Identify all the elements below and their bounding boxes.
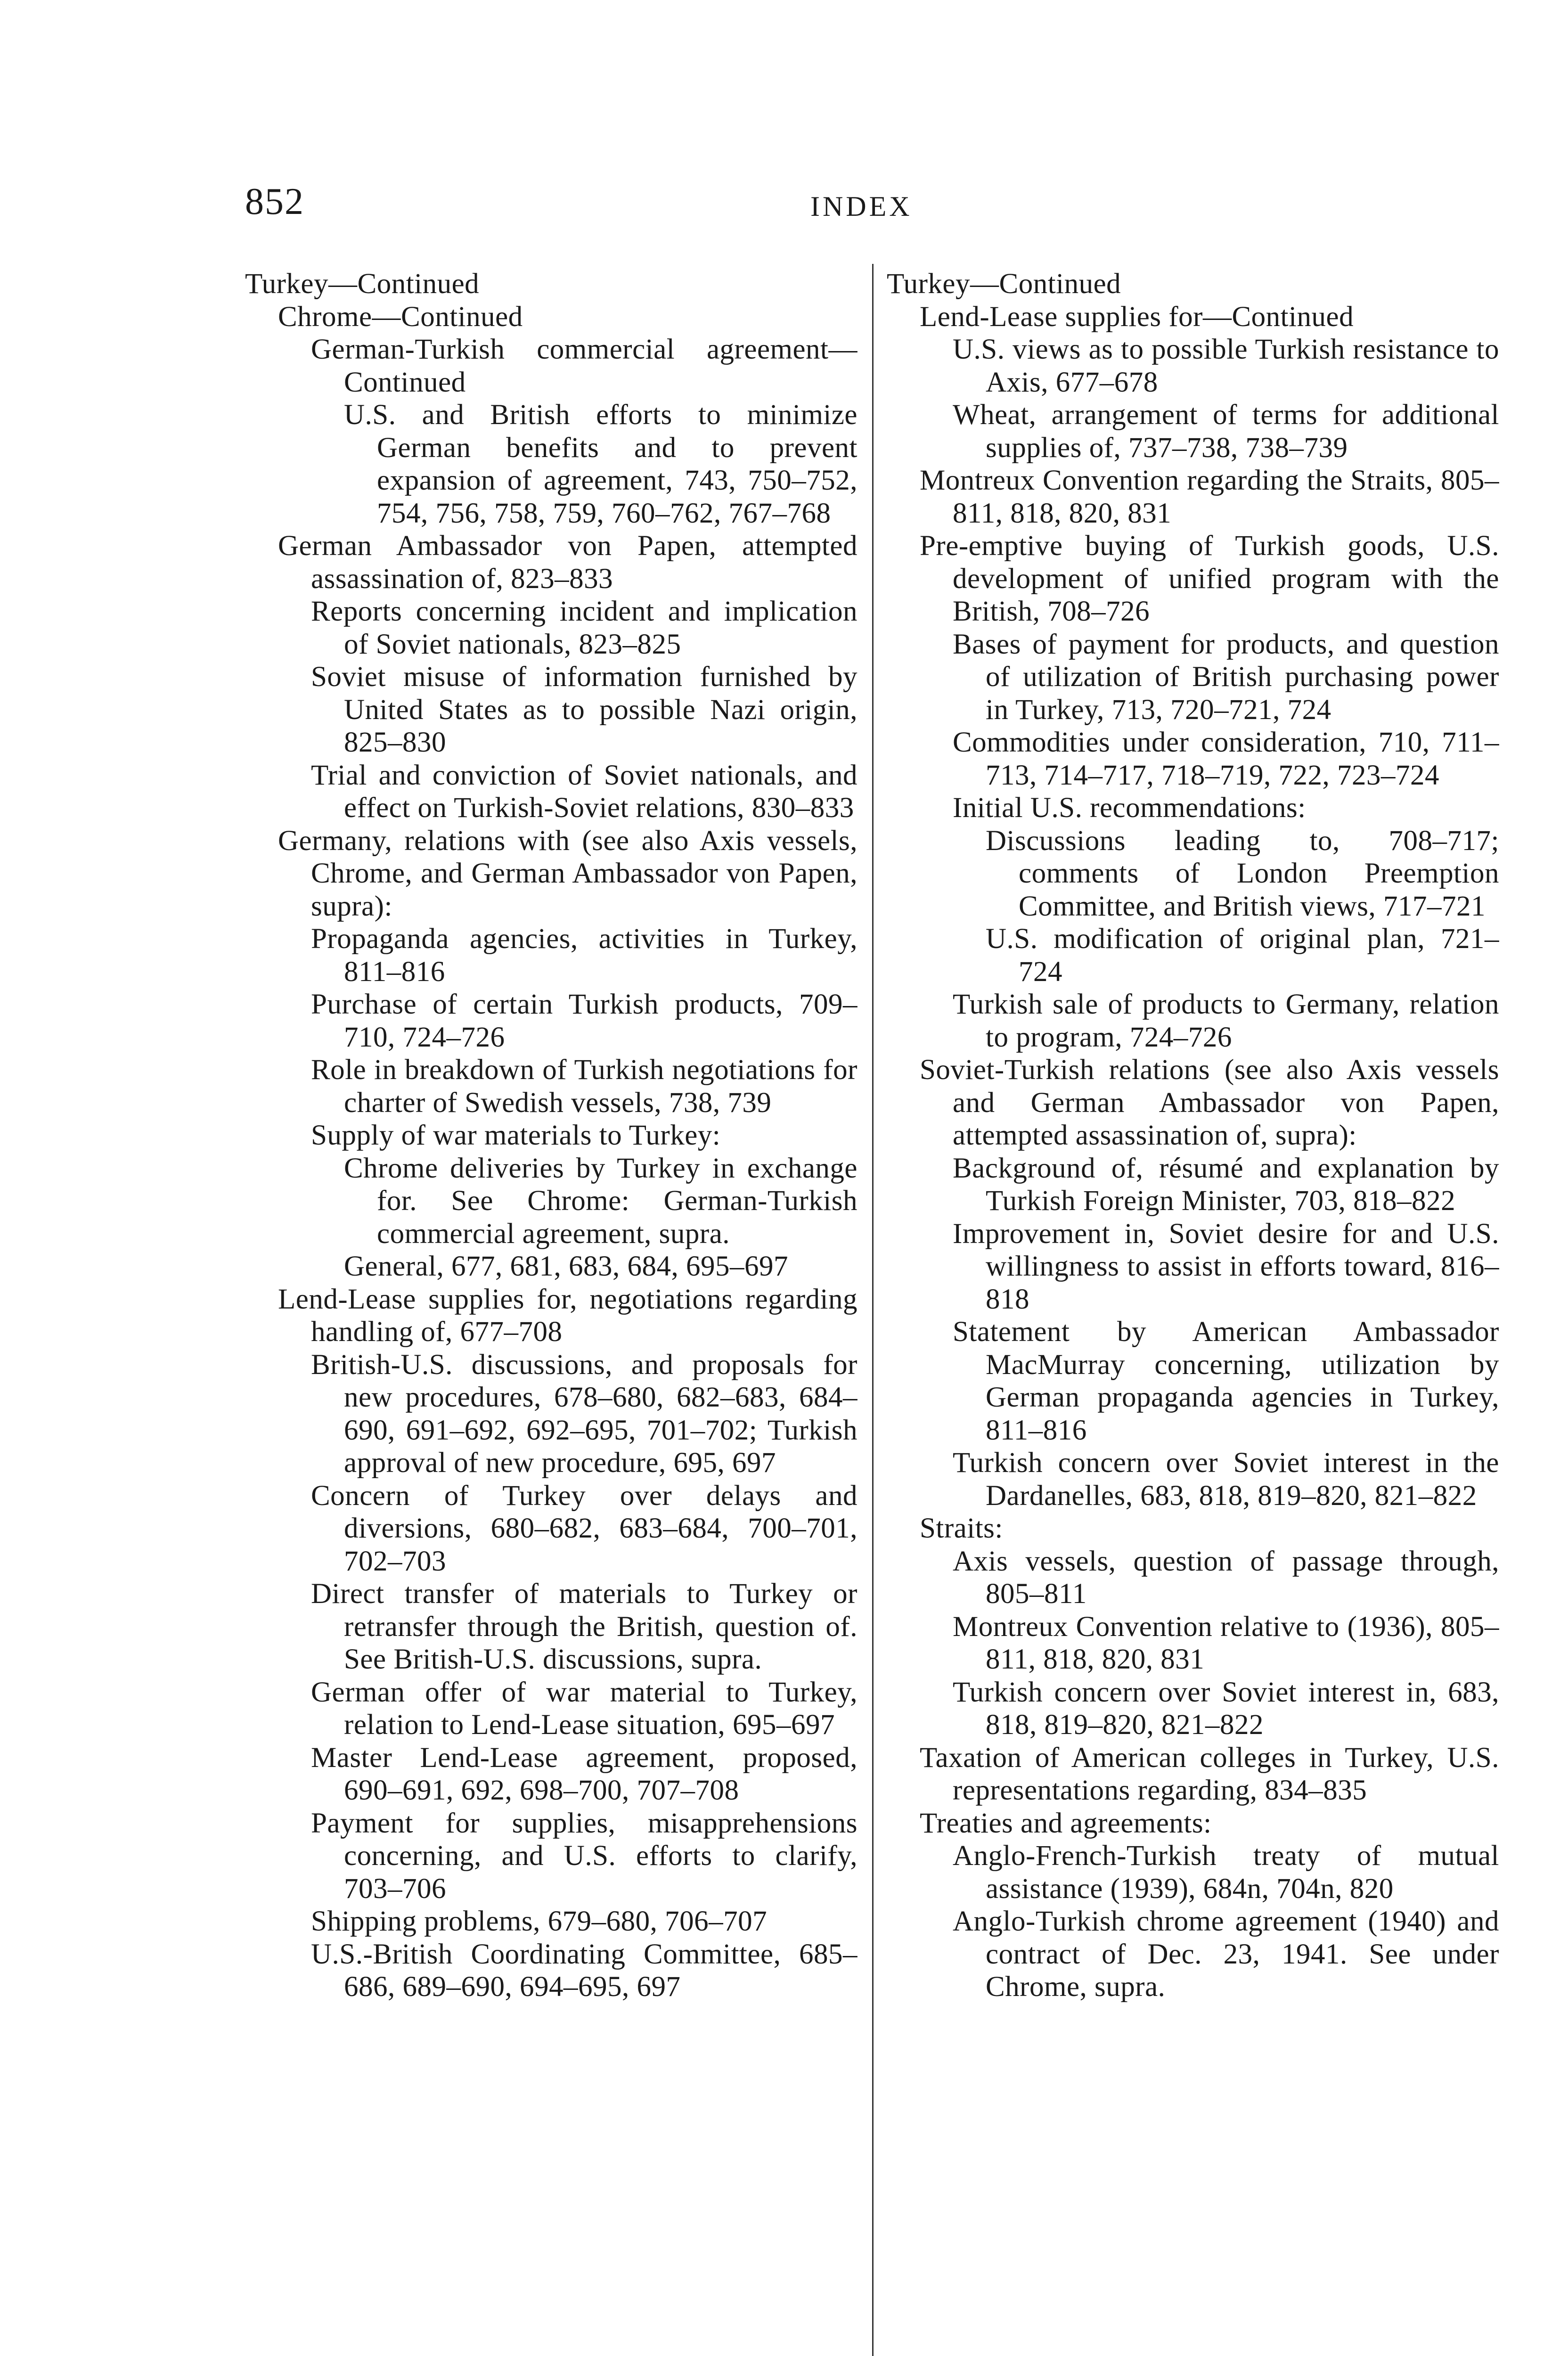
index-entry: Lend-Lease supplies for, negotiations regarding handling of, 677–708 — [278, 1283, 858, 1348]
index-entry: Background of, résumé and explanation by Turkish Foreign Minister, 703, 818–822 — [953, 1152, 1499, 1217]
index-entry: Turkish concern over Soviet interest in the Dardanelles, 683, 818, 819–820, 821–822 — [953, 1447, 1499, 1512]
index-entry: Statement by American Ambassador MacMurray concerning, utilization by German propaganda agencies in Turkey, 811–816 — [953, 1316, 1499, 1446]
index-entry: Germany, relations with (see also Axis vessels, Chrome, and German Ambassador von Papen, supra): — [278, 825, 858, 922]
index-entry: Axis vessels, question of passage through, 805–811 — [953, 1545, 1499, 1610]
index-entry: German-Turkish commercial agreement—Continued — [311, 334, 858, 398]
index-entry: Anglo-Turkish chrome agreement (1940) and contract of Dec. 23, 1941. See under Chrome, supra. — [953, 1906, 1499, 2003]
index-entry: Improvement in, Soviet desire for and U.S. willingness to assist in efforts toward, 816–818 — [953, 1218, 1499, 1315]
index-entry: Shipping problems, 679–680, 706–707 — [311, 1906, 768, 1937]
index-entry: Wheat, arrangement of terms for additional supplies of, 737–738, 738–739 — [953, 399, 1499, 464]
index-entry: Montreux Convention regarding the Straits, 805–811, 818, 820, 831 — [920, 465, 1499, 529]
index-entry: Propaganda agencies, activities in Turkey, 811–816 — [311, 923, 858, 988]
index-entry: General, 677, 681, 683, 684, 695–697 — [344, 1251, 789, 1282]
index-entry: Turkey—Continued — [887, 268, 1121, 300]
index-entry: British-U.S. discussions, and proposals for new procedures, 678–680, 682–683, 684–690, 691–692, 692–695, 701–702; Turkish approval of new procedure, 695, 697 — [311, 1349, 858, 1479]
index-entry: Soviet misuse of information furnished by United States as to possible Nazi origin, 825–830 — [311, 661, 858, 758]
left-index-column — [245, 268, 858, 2004]
index-entry: Purchase of certain Turkish products, 709–710, 724–726 — [311, 989, 858, 1053]
index-entry: Reports concerning incident and implication of Soviet nationals, 823–825 — [311, 596, 858, 660]
index-entry: Direct transfer of materials to Turkey or retransfer through the British, question of. See British-U.S. discussions, supra. — [311, 1578, 858, 1675]
index-entry: Master Lend-Lease agreement, proposed, 690–691, 692, 698–700, 707–708 — [311, 1742, 858, 1806]
index-entry: Role in breakdown of Turkish negotiations for charter of Swedish vessels, 738, 739 — [311, 1054, 858, 1119]
index-entry: Turkey—Continued — [245, 268, 480, 300]
column-divider — [872, 264, 874, 2356]
index-entry: Initial U.S. recommendations: — [953, 792, 1306, 824]
index-entry: Montreux Convention relative to (1936), 805–811, 818, 820, 831 — [953, 1611, 1499, 1675]
index-entry: Concern of Turkey over delays and diversions, 680–682, 683–684, 700–701, 702–703 — [311, 1480, 858, 1577]
index-entry: Supply of war materials to Turkey: — [311, 1120, 721, 1151]
index-entry: Turkish sale of products to Germany, relation to program, 724–726 — [953, 989, 1499, 1053]
index-entry: Trial and conviction of Soviet nationals, and effect on Turkish-Soviet relations, 830–833 — [311, 759, 858, 824]
index-entry: U.S. views as to possible Turkish resistance to Axis, 677–678 — [953, 334, 1499, 398]
index-entry: Treaties and agreements: — [920, 1807, 1212, 1839]
index-entry: Bases of payment for products, and question of utilization of British purchasing power in Turkey, 713, 720–721, 724 — [953, 628, 1499, 726]
index-entry: U.S. and British efforts to minimize German benefits and to prevent expansion of agreement, 743, 750–752, 754, 756, 758, 759, 760–762, 767–768 — [344, 399, 858, 529]
index-entry: Turkish concern over Soviet interest in, 683, 818, 819–820, 821–822 — [953, 1676, 1499, 1741]
index-entry: German Ambassador von Papen, attempted assassination of, 823–833 — [278, 530, 858, 595]
index-entry: Chrome—Continued — [278, 301, 523, 333]
index-entry: German offer of war material to Turkey, relation to Lend-Lease situation, 695–697 — [311, 1676, 858, 1741]
index-entry: U.S.-British Coordinating Committee, 685–686, 689–690, 694–695, 697 — [311, 1938, 858, 2003]
index-entry: Straits: — [920, 1513, 1003, 1544]
right-index-column — [887, 268, 1499, 2004]
index-entry: Lend-Lease supplies for—Continued — [920, 301, 1354, 333]
index-entry: Soviet-Turkish relations (see also Axis vessels and German Ambassador von Papen, attempted assassination of, supra): — [920, 1054, 1499, 1151]
page-number: 852 — [245, 181, 304, 222]
index-entry: Anglo-French-Turkish treaty of mutual assistance (1939), 684n, 704n, 820 — [953, 1840, 1499, 1905]
index-entry: Commodities under consideration, 710, 711–713, 714–717, 718–719, 722, 723–724 — [953, 727, 1499, 791]
index-entry: Chrome deliveries by Turkey in exchange for. See Chrome: German-Turkish commercial agreement, supra. — [344, 1152, 858, 1250]
index-entry: Taxation of American colleges in Turkey, U.S. representations regarding, 834–835 — [920, 1742, 1499, 1806]
index-entry: U.S. modification of original plan, 721–724 — [986, 923, 1499, 988]
index-entry: Pre-emptive buying of Turkish goods, U.S. development of unified program with the British, 708–726 — [920, 530, 1499, 627]
index-entry: Payment for supplies, misapprehensions concerning, and U.S. efforts to clarify, 703–706 — [311, 1807, 858, 1905]
index-entry: Discussions leading to, 708–717; comments of London Preemption Committee, and British views, 717–721 — [986, 825, 1499, 922]
running-header: INDEX — [810, 191, 913, 222]
